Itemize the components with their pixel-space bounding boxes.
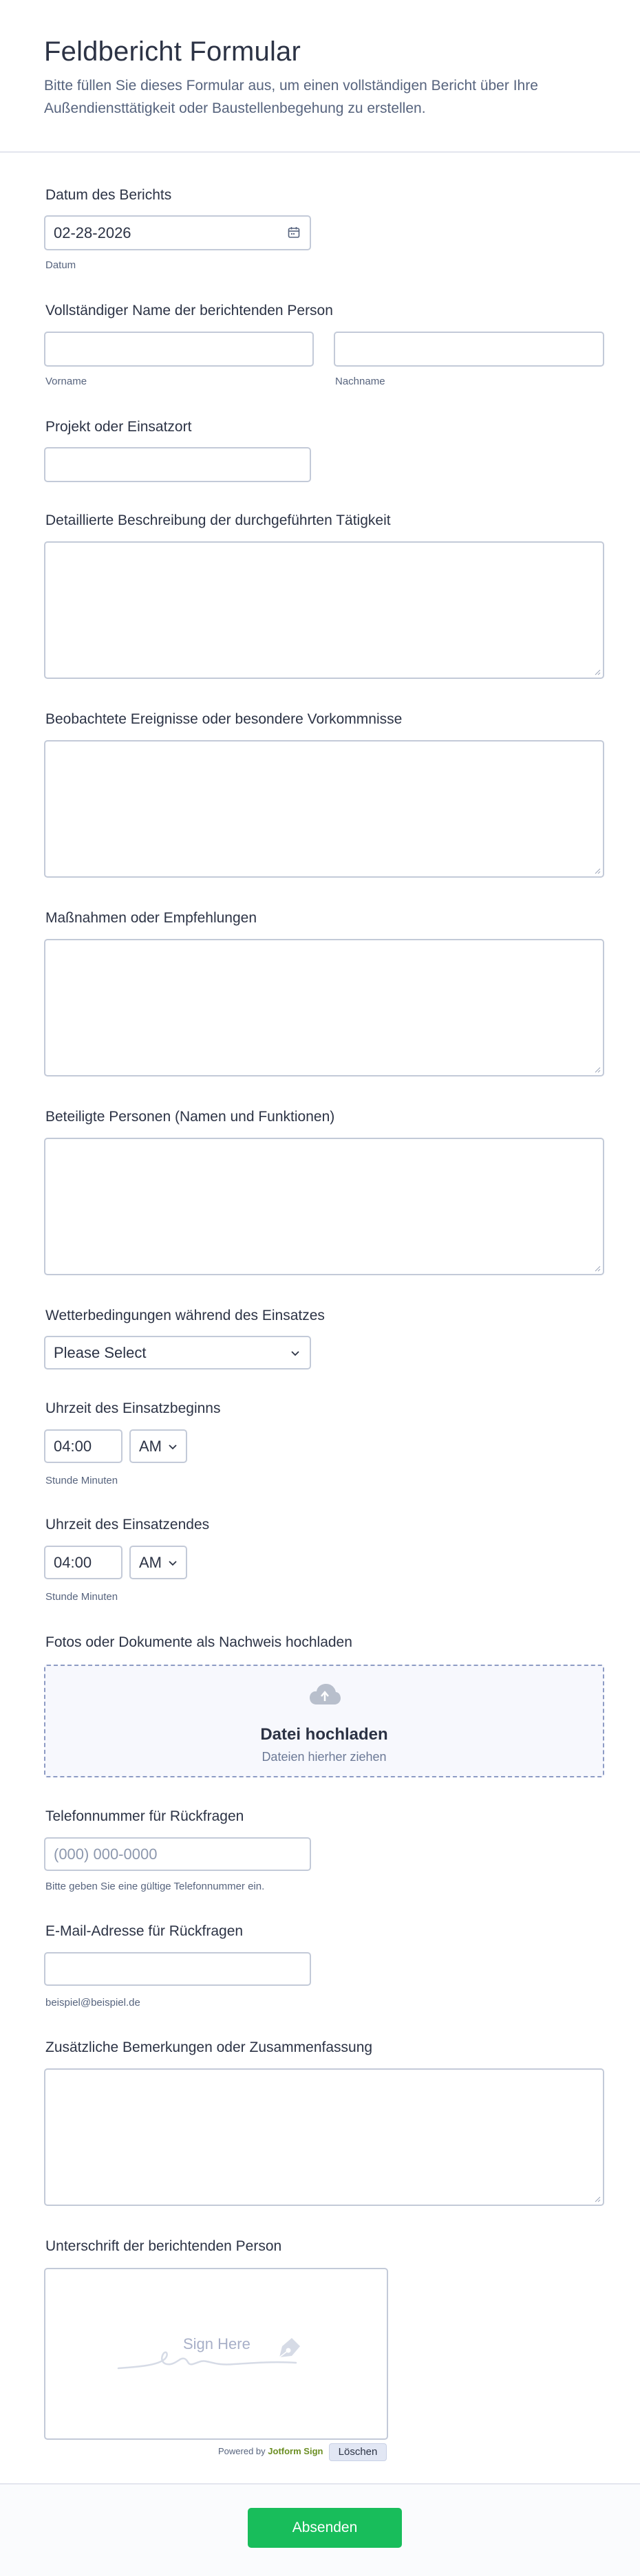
phone-placeholder: (000) 000-0000 xyxy=(54,1846,158,1863)
chevron-down-icon xyxy=(168,1558,178,1568)
form-header xyxy=(44,33,595,120)
submit-button[interactable]: Absenden xyxy=(248,2508,402,2548)
phone-input[interactable] xyxy=(44,1837,311,1871)
persons-label: Beteiligte Personen (Namen und Funktionen) xyxy=(45,1109,335,1125)
jotform-sign-brand: Jotform Sign xyxy=(268,2446,323,2456)
activity-label: Detaillierte Beschreibung der durchgeführten Tätigkeit xyxy=(45,512,391,528)
start-time-value: 04:00 xyxy=(54,1438,92,1455)
powered-by-text: Powered by Jotform Sign xyxy=(218,2446,323,2456)
start-time-sublabel: Stunde Minuten xyxy=(45,1475,118,1486)
signature-placeholder: Sign Here xyxy=(183,2335,250,2352)
remarks-textarea[interactable] xyxy=(44,2068,604,2206)
start-time-input[interactable] xyxy=(44,1429,122,1463)
upload-hint: Dateien hierher ziehen xyxy=(262,1750,387,1764)
measures-textarea[interactable] xyxy=(44,939,604,1076)
start-time-label: Uhrzeit des Einsatzbeginns xyxy=(45,1400,221,1416)
resize-handle-icon[interactable] xyxy=(594,669,601,675)
phone-sublabel: Bitte geben Sie eine gültige Telefonnummer ein. xyxy=(45,1881,265,1892)
form-description: Bitte füllen Sie dieses Formular aus, um einen vollständigen Bericht über Ihre Außendiensttätigkeit oder Baustellenbegehung zu erstellen. xyxy=(44,78,538,116)
weather-label: Wetterbedingungen während des Einsatzes xyxy=(45,1308,325,1323)
events-textarea[interactable] xyxy=(44,740,604,878)
form-title: Feldbericht Formular xyxy=(44,36,301,67)
first-name-sublabel: Vorname xyxy=(45,376,87,387)
date-value: 02-28-2026 xyxy=(54,224,131,241)
end-time-sublabel: Stunde Minuten xyxy=(45,1591,118,1603)
file-upload-dropzone[interactable] xyxy=(44,1665,604,1777)
signature-pad[interactable] xyxy=(44,2268,388,2440)
date-input[interactable] xyxy=(44,215,311,250)
project-input[interactable] xyxy=(44,447,311,482)
persons-textarea[interactable] xyxy=(44,1138,604,1275)
events-label: Beobachtete Ereignisse oder besondere Vorkommnisse xyxy=(45,711,403,727)
phone-label: Telefonnummer für Rückfragen xyxy=(45,1808,244,1824)
resize-handle-icon[interactable] xyxy=(594,867,601,874)
remarks-label: Zusätzliche Bemerkungen oder Zusammenfassung xyxy=(45,2039,373,2055)
start-ampm-value: AM xyxy=(139,1438,162,1455)
end-ampm-select[interactable] xyxy=(129,1546,187,1579)
last-name-sublabel: Nachname xyxy=(335,376,385,387)
upload-label: Fotos oder Dokumente als Nachweis hochladen xyxy=(45,1634,352,1650)
header-divider xyxy=(0,151,640,153)
end-time-input[interactable] xyxy=(44,1546,122,1579)
weather-selected: Please Select xyxy=(54,1344,147,1361)
calendar-icon[interactable] xyxy=(288,226,300,239)
end-ampm-value: AM xyxy=(139,1554,162,1571)
upload-title: Datei hochladen xyxy=(260,1725,388,1744)
name-label: Vollständiger Name der berichtenden Person xyxy=(45,303,333,318)
chevron-down-icon xyxy=(290,1348,300,1358)
clear-signature-button[interactable]: Löschen xyxy=(329,2443,387,2461)
email-input[interactable] xyxy=(44,1952,311,1986)
end-time-value: 04:00 xyxy=(54,1554,92,1571)
date-label: Datum des Berichts xyxy=(45,187,172,203)
last-name-input[interactable] xyxy=(334,332,604,367)
email-label: E-Mail-Adresse für Rückfragen xyxy=(45,1923,244,1939)
pen-icon xyxy=(275,2334,304,2361)
resize-handle-icon[interactable] xyxy=(594,1066,601,1073)
chevron-down-icon xyxy=(168,1442,178,1451)
start-ampm-select[interactable] xyxy=(129,1429,187,1463)
date-sublabel: Datum xyxy=(45,259,76,271)
measures-label: Maßnahmen oder Empfehlungen xyxy=(45,910,257,926)
activity-textarea[interactable] xyxy=(44,541,604,679)
signature-label: Unterschrift der berichtenden Person xyxy=(45,2238,282,2254)
weather-select[interactable] xyxy=(44,1336,311,1370)
resize-handle-icon[interactable] xyxy=(594,2196,601,2202)
end-time-label: Uhrzeit des Einsatzendes xyxy=(45,1517,210,1533)
project-label: Projekt oder Einsatzort xyxy=(45,419,192,435)
cloud-upload-icon xyxy=(308,1682,341,1707)
resize-handle-icon[interactable] xyxy=(594,1265,601,1272)
first-name-input[interactable] xyxy=(44,332,314,367)
email-sublabel: beispiel@beispiel.de xyxy=(45,1997,140,2009)
